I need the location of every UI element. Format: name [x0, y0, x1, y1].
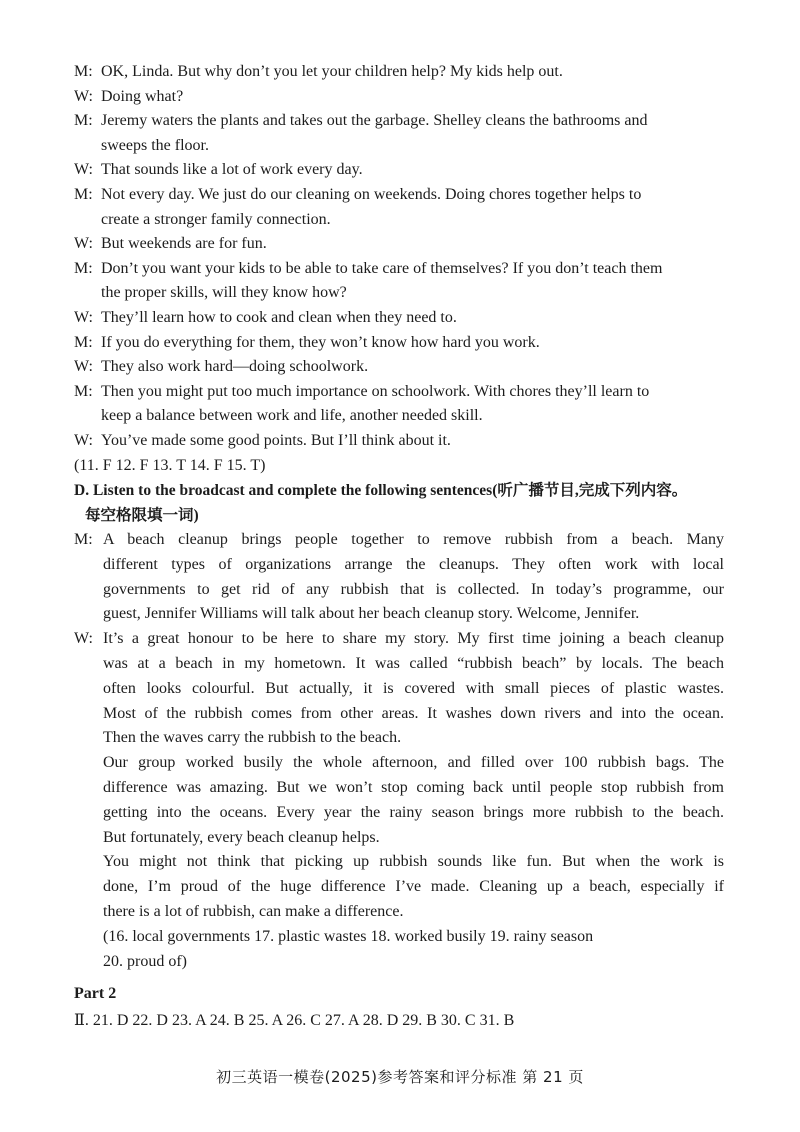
- dialogue-turn: [74, 158, 724, 183]
- speaker-label: W:: [74, 235, 93, 253]
- broadcast-line: done, I’m proud of the huge difference I’ve made. Cleaning up a beach, especially if: [103, 878, 724, 896]
- dialogue-line: Not every day. We just do our cleaning on weekends. Doing chores together helps to: [101, 185, 642, 203]
- answers-20: 20. proud of): [103, 952, 187, 970]
- broadcast-line: Most of the rubbish comes from other areas. It washes down rivers and into the ocean.: [103, 704, 724, 722]
- dialogue-turn: [74, 306, 724, 331]
- dialogue-transcript: [74, 60, 724, 454]
- broadcast-m-block: [74, 528, 724, 627]
- dialogue-line: But weekends are for fun.: [101, 235, 267, 253]
- page-footer: 初三英语一模卷(2025)参考答案和评分标准 第 21 页: [216, 1068, 584, 1086]
- dialogue-turn: [74, 380, 724, 405]
- answers-16-19: (16. local governments 17. plastic wastes 18. worked busily 19. rainy season: [103, 927, 594, 945]
- dialogue-line: Jeremy waters the plants and takes out the garbage. Shelley cleans the bathrooms and: [101, 112, 648, 130]
- dialogue-turn: [74, 257, 724, 282]
- speaker-label: M:: [74, 112, 93, 130]
- dialogue-turn: [74, 109, 724, 134]
- speaker-label: W:: [74, 358, 93, 376]
- broadcast-line: Then the waves carry the rubbish to the beach.: [103, 729, 402, 747]
- section-d-heading: [74, 478, 724, 503]
- speaker-label: W:: [74, 431, 93, 449]
- dialogue-line: create a stronger family connection.: [101, 210, 331, 228]
- broadcast-line: different types of organizations arrange the cleanups. They often work with local: [103, 555, 724, 573]
- broadcast-line: there is a lot of rubbish, can make a difference.: [103, 903, 404, 921]
- dialogue-line: the proper skills, will they know how?: [101, 284, 347, 302]
- broadcast-line: It’s a great honour to be here to share my story. My first time joining a beach cleanup: [103, 630, 724, 648]
- dialogue-line: Doing what?: [101, 87, 184, 105]
- dialogue-line: OK, Linda. But why don’t you let your children help? My kids help out.: [101, 63, 563, 80]
- answer-key-page: [74, 60, 724, 1034]
- broadcast-line: was at a beach in my hometown. It was called “rubbish beach” by locals. The beach: [103, 655, 724, 673]
- speaker-label: M:: [74, 259, 93, 277]
- part2-answers-21-31: Ⅱ. 21. D 22. D 23. A 24. B 25. A 26. C 27. A 28. D 29. B 30. C 31. B: [74, 1012, 515, 1030]
- broadcast-line: A beach cleanup brings people together to remove rubbish from a beach. Many: [103, 531, 724, 549]
- speaker-label: M:: [74, 185, 93, 203]
- part2-heading: Part 2: [74, 985, 117, 1003]
- dialogue-turn: [74, 60, 724, 85]
- answers-11-15: (11. F 12. F 13. T 14. F 15. T): [74, 456, 266, 474]
- dialogue-turn: [74, 355, 724, 380]
- speaker-label: W:: [74, 87, 93, 105]
- broadcast-line: governments to get rid of any rubbish that is collected. In today’s programme, our: [103, 580, 724, 598]
- dialogue-turn: [74, 232, 724, 257]
- broadcast-line: often looks colourful. But actually, it is covered with small pieces of plastic wastes.: [103, 679, 724, 697]
- speaker-label: M:: [74, 63, 93, 80]
- speaker-label: W:: [74, 161, 93, 179]
- dialogue-line: Then you might put too much importance on schoolwork. With chores they’ll learn to: [101, 382, 650, 400]
- dialogue-turn: [74, 183, 724, 208]
- speaker-label: M:: [74, 333, 93, 351]
- section-d-heading-cn-2: 每空格限填一词): [85, 507, 199, 525]
- dialogue-line: Don’t you want your kids to be able to take care of themselves? If you don’t teach them: [101, 259, 663, 277]
- dialogue-line: keep a balance between work and life, another needed skill.: [101, 407, 483, 425]
- dialogue-line: They’ll learn how to cook and clean when they need to.: [101, 308, 457, 326]
- dialogue-line: You’ve made some good points. But I’ll think about it.: [101, 431, 451, 449]
- broadcast-line: guest, Jennifer Williams will talk about her beach cleanup story. Welcome, Jennifer.: [103, 605, 640, 623]
- speaker-label: W:: [74, 630, 93, 648]
- dialogue-turn: [74, 331, 724, 356]
- dialogue-line: They also work hard—doing schoolwork.: [101, 358, 369, 376]
- broadcast-line: You might not think that picking up rubbish sounds like fun. But when the work is: [103, 853, 724, 871]
- dialogue-line: That sounds like a lot of work every day.: [101, 161, 363, 179]
- section-d-heading-en: D. Listen to the broadcast and complete the following sentences: [74, 482, 493, 500]
- dialogue-turn: [74, 85, 724, 110]
- broadcast-line: difference was amazing. But we won’t stop coming back until people stop rubbish from: [103, 779, 724, 797]
- broadcast-line: Our group worked busily the whole afternoon, and filled over 100 rubbish bags. The: [103, 754, 724, 772]
- dialogue-line: If you do everything for them, they won’t know how hard you work.: [101, 333, 540, 351]
- speaker-label: M:: [74, 531, 93, 549]
- broadcast-line: But fortunately, every beach cleanup helps.: [103, 828, 380, 846]
- broadcast-line: getting into the oceans. Every year the rainy season brings more rubbish to the beach.: [103, 803, 724, 821]
- speaker-label: W:: [74, 308, 93, 326]
- speaker-label: M:: [74, 382, 93, 400]
- dialogue-turn: [74, 429, 724, 454]
- broadcast-w-block: [74, 627, 724, 925]
- dialogue-line: sweeps the floor.: [101, 136, 209, 154]
- section-d-heading-cn-1: (听广播节目,完成下列内容。: [492, 482, 688, 500]
- broadcast-transcript: [74, 528, 724, 974]
